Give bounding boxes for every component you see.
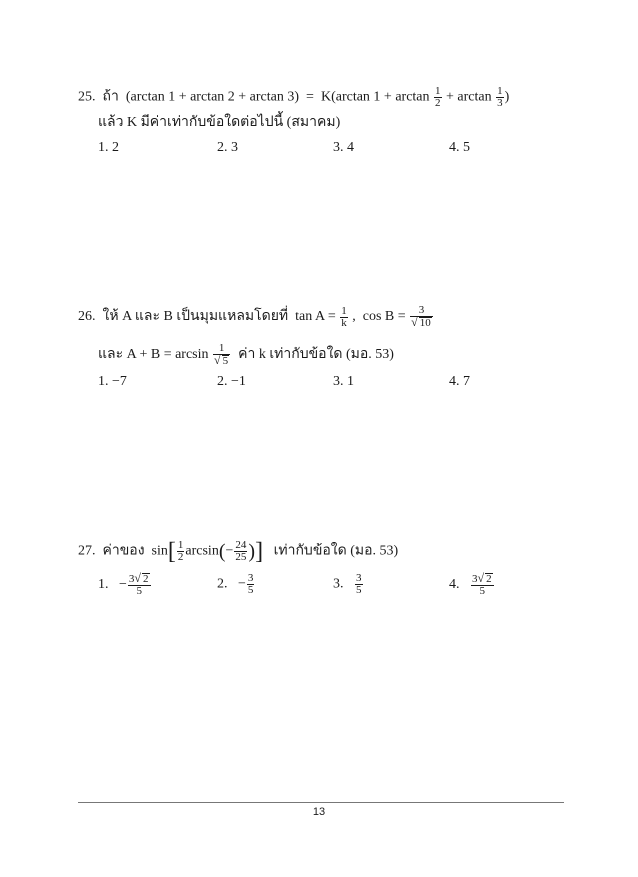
q27-half-fraction: $\frac{1}{2}$ <box>177 539 184 563</box>
q26-line2 <box>98 343 394 367</box>
q26-option-3: 3. 1 <box>333 374 354 389</box>
q27-statement <box>78 540 398 563</box>
q25-option-4: 4. 5 <box>449 140 470 155</box>
q26-option-4: 4. 7 <box>449 374 470 389</box>
q27-neg-sign: − <box>225 543 234 559</box>
q27-option-2-fraction: $\frac{3}{5}$ <box>247 572 254 596</box>
q25-option-1: 1. 2 <box>98 140 119 155</box>
footer-rule <box>78 802 564 803</box>
q26-number: 26. <box>78 309 96 325</box>
q25-option-3: 3. 4 <box>333 140 354 155</box>
q27-option-4-label: 4. <box>449 577 460 593</box>
q27-option-3 <box>333 573 364 596</box>
page-number: 13 <box>312 806 326 818</box>
q25-lhs: (arctan 1 + arctan 2 + arctan 3) <box>125 89 300 105</box>
q25-line2: แล้ว K มีค่าเท่ากับข้อใดต่อไปนี้ (สมาคม) <box>98 115 341 130</box>
q27-option-2-sign: − <box>238 576 246 592</box>
q27-option-2-label: 2. <box>217 576 228 592</box>
q25-option-2: 2. 3 <box>217 140 238 155</box>
q25-statement <box>78 86 509 109</box>
q26-cos-fraction: $\frac{3}{√ 10}$ <box>411 304 431 329</box>
q26-statement <box>78 305 434 329</box>
q25-fraction-half: $\frac{1}{2}$ <box>435 85 441 109</box>
q25-rhs-start: K(arctan 1 + arctan <box>320 89 430 105</box>
q27-option-1 <box>98 573 152 597</box>
q27-number: 27. <box>78 543 96 559</box>
q27-open-bracket: [ <box>167 538 176 565</box>
q26-option-1: 1. −7 <box>98 374 127 389</box>
q26-arcsin-fraction: $\frac{1}{√ 5}$ <box>214 342 229 367</box>
q27-close-paren: ) <box>248 540 256 563</box>
q27-option-3-fraction: $\frac{3}{5}$ <box>356 572 362 596</box>
q26-option-2: 2. −1 <box>217 374 246 389</box>
q26-given: ให้ A และ B เป็นมุมแหลมโดยที่ <box>102 309 289 325</box>
q26-tan-a: tan A = <box>295 309 336 325</box>
q27-arcsin: arcsin <box>185 543 219 559</box>
q25-number: 25. <box>78 89 96 105</box>
q27-option-4 <box>449 573 495 597</box>
q25-plus-arctan: + arctan <box>446 89 492 105</box>
q27-option-2 <box>217 573 255 596</box>
q26-comma: , <box>352 309 356 325</box>
q27-option-1-label: 1. <box>98 577 109 593</box>
q27-sin: sin <box>151 543 168 559</box>
q27-close-bracket: ] <box>255 538 264 565</box>
q27-inner-fraction: $\frac{24}{25}$ <box>235 539 247 563</box>
q26-line2-start: และ A + B = arcsin <box>98 347 209 363</box>
q26-cos-b: cos B = <box>362 309 406 325</box>
q27-option-4-fraction: $\frac{3√ 2}{5}$ <box>472 571 492 597</box>
q25-if-word: ถ้า <box>102 89 119 105</box>
q26-tan-fraction: $\frac{1}{k}$ <box>341 304 347 329</box>
q26-line2-end: ค่า k เท่ากับข้อใด (มอ. 53) <box>238 347 394 363</box>
q25-close-paren: ) <box>504 89 510 105</box>
q27-option-3-label: 3. <box>333 576 344 592</box>
q25-fraction-third: $\frac{1}{3}$ <box>497 85 503 109</box>
q27-value-of: ค่าของ <box>102 543 145 559</box>
q27-tail: เท่ากับข้อใด (มอ. 53) <box>273 543 399 559</box>
q27-option-1-fraction: $\frac{3√ 2}{5}$ <box>128 571 149 597</box>
q27-option-1-sign: − <box>119 577 127 593</box>
q25-equals: = <box>306 89 314 105</box>
q27-open-paren: ( <box>218 540 226 563</box>
